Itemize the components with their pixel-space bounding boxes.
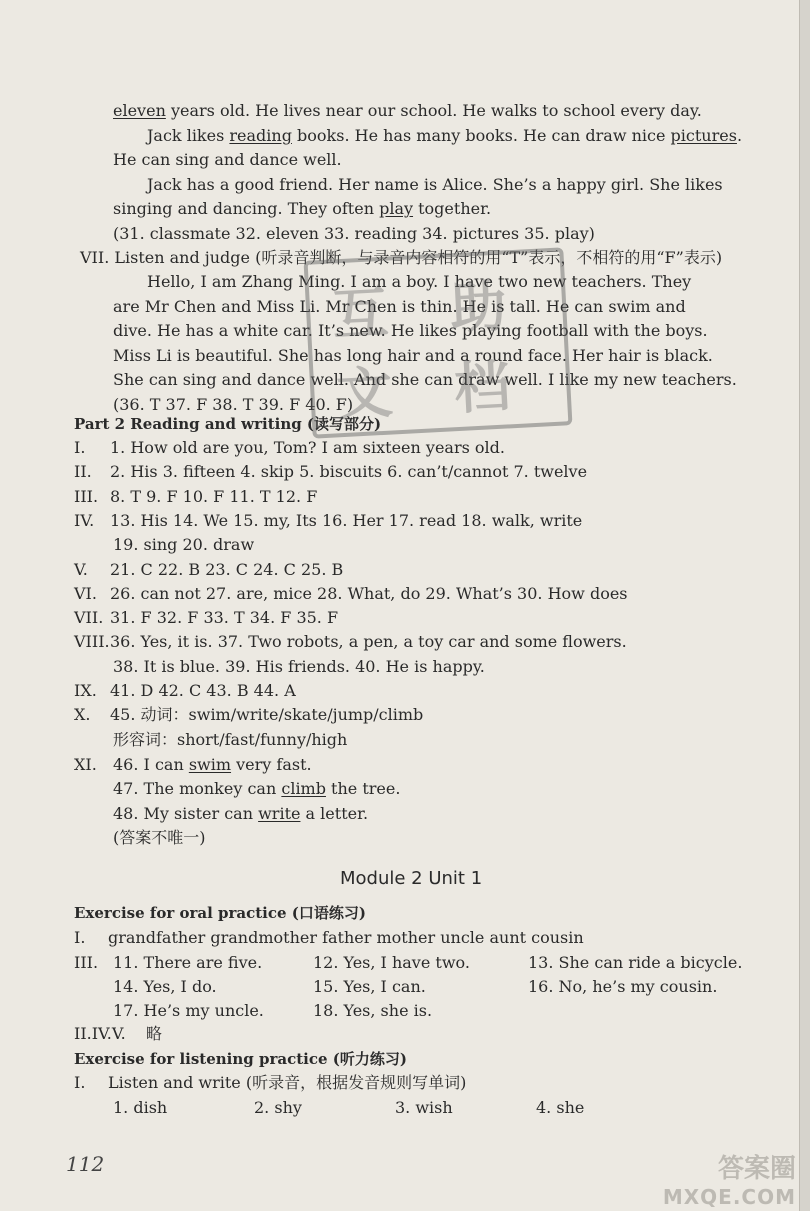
text-line [113, 101, 702, 121]
text-run: (31. classmate 32. eleven 33. reading 34. pictures 35. play) [113, 223, 595, 243]
text-line [113, 779, 400, 799]
text-run: . [736, 125, 743, 145]
page-spine [799, 0, 810, 1211]
underlined-answer: reading [229, 125, 292, 145]
passage-line: Hello, I am Zhang Ming. I am a boy. I have two new teachers. They [147, 272, 692, 291]
text-run: a letter. [300, 803, 369, 823]
answer-text: 31. F 32. F 33. T 34. F 35. F [110, 608, 339, 628]
text-line [113, 150, 342, 170]
text-run: He can sing and dance well. [113, 150, 342, 169]
oral-iii-label: III. [74, 953, 99, 972]
oral-skip-text: 略 [146, 1024, 163, 1043]
answer-label: IX. [74, 681, 97, 700]
oral-i-label: I. [74, 928, 86, 947]
answer-text: 8. T 9. F 10. F 11. T 12. F [110, 486, 318, 506]
oral-answer: 17. He’s my uncle. [113, 1001, 264, 1020]
section-vii-title: VII. Listen and judge (听录音判断，与录音内容相符的用“T”表示，不相符的用“F”表示) [80, 248, 723, 267]
text-line [113, 224, 595, 244]
underlined-answer: play [379, 199, 414, 218]
answer-text: 形容词：short/fast/funny/high [113, 729, 348, 749]
passage-line: are Mr Chen and Miss Li. Mr Chen is thin. He is tall. He can swim and [113, 296, 686, 316]
oral-skip-label: II.IV.V. [74, 1024, 126, 1043]
text-line [113, 755, 312, 775]
oral-answer: 11. There are five. [113, 953, 263, 972]
underlined-answer: swim [188, 755, 232, 774]
listening-word: 2. shy [254, 1098, 302, 1117]
watermark-top: 答案圈 [717, 1154, 796, 1184]
text-run: the tree. [325, 779, 401, 799]
stamp-char: 助 [448, 274, 508, 343]
listening-word: 1. dish [113, 1098, 168, 1117]
answer-label: V. [74, 559, 88, 579]
answer-label: III. [74, 486, 99, 506]
passage-line: She can sing and dance well. And she can draw well. I like my new teachers. [113, 370, 737, 389]
listening-word: 3. wish [395, 1098, 453, 1117]
module-title: Module 2 Unit 1 [340, 868, 483, 889]
oral-practice-title: Exercise for oral practice (口语练习) [74, 904, 366, 922]
answer-label: VIII. [74, 632, 110, 652]
listening-word: 4. she [536, 1098, 585, 1117]
stamp-char: 文 [334, 360, 395, 429]
oral-answer: 12. Yes, I have two. [313, 953, 470, 972]
underlined-answer: pictures [670, 125, 737, 145]
listening-practice-title: Exercise for listening practice (听力练习) [74, 1050, 407, 1068]
text-line [113, 828, 206, 848]
answer-text: 45. 动词：swim/write/skate/jump/climb [110, 705, 424, 725]
part-2-title: Part 2 Reading and writing (读写部分) [74, 415, 382, 433]
underlined-answer: eleven [113, 101, 166, 120]
stamp-char: 档 [452, 354, 513, 423]
oral-answer: 18. Yes, she is. [313, 1001, 433, 1020]
oral-answer: 16. No, he’s my cousin. [528, 977, 718, 996]
oral-answer: 14. Yes, I do. [113, 977, 217, 996]
text-line [113, 199, 491, 219]
text-run: years old. He lives near our school. He walks to school every day. [165, 101, 702, 120]
answer-text: 36. Yes, it is. 37. Two robots, a pen, a toy car and some flowers. [110, 632, 627, 652]
answer-label: IV. [74, 510, 95, 530]
answer-label: X. [74, 705, 91, 725]
oral-answer: 15. Yes, I can. [313, 977, 426, 996]
answer-text: 2. His 3. fifteen 4. skip 5. biscuits 6. can’t/cannot 7. twelve [110, 462, 588, 482]
passage-line: Miss Li is beautiful. She has long hair and a round face. Her hair is black. [113, 345, 713, 365]
text-line [147, 175, 723, 195]
stamp-char: 互 [330, 280, 391, 349]
text-run: very fast. [231, 755, 312, 774]
answer-label: II. [74, 462, 92, 482]
oral-answer: 13. She can ride a bicycle. [528, 953, 743, 972]
answer-text: 38. It is blue. 39. His friends. 40. He is happy. [113, 656, 485, 676]
passage-line: dive. He has a white car. It’s new. He likes playing football with the boys. [113, 321, 708, 340]
text-run: singing and dancing. They often [113, 199, 380, 218]
answer-text: 21. C 22. B 23. C 24. C 25. B [110, 559, 344, 579]
text-run: Jack has a good friend. Her name is Alice. She’s a happy girl. She likes [147, 174, 723, 194]
answer-label: XI. [74, 755, 97, 774]
text-run: 47. The monkey can [113, 779, 282, 799]
underlined-answer: climb [281, 779, 326, 799]
oral-i-text: grandfather grandmother father mother uncle aunt cousin [108, 928, 584, 947]
answer-text: 41. D 42. C 43. B 44. A [110, 681, 296, 700]
text-run: books. He has many books. He can draw nice [291, 125, 671, 145]
text-run: Jack likes [147, 125, 230, 145]
page-number: 112 [66, 1152, 105, 1176]
underlined-answer: write [258, 803, 301, 823]
text-run: 48. My sister can [113, 803, 259, 823]
answer-label: VI. [74, 583, 97, 603]
text-line [113, 804, 368, 824]
passage-line: (36. T 37. F 38. T 39. F 40. F) [113, 394, 354, 414]
stamp-seal [304, 247, 573, 438]
text-run: 46. I can [113, 755, 189, 774]
answer-text: 19. sing 20. draw [113, 535, 255, 555]
answer-text: 26. can not 27. are, mice 28. What, do 29. What’s 30. How does [110, 583, 628, 603]
answer-text: 1. How old are you, Tom? I am sixteen years old. [110, 438, 505, 457]
answer-text: 13. His 14. We 15. my, Its 16. Her 17. read 18. walk, write [110, 510, 583, 530]
text-run: (答案不唯一) [113, 827, 206, 847]
watermark-bottom: MXQE.COM [662, 1185, 796, 1209]
answer-label: VII. [74, 608, 104, 628]
listening-i-text: Listen and write (听录音，根据发音规则写单词) [108, 1073, 467, 1092]
watermark-logo [663, 1148, 796, 1209]
listening-i-label: I. [74, 1073, 86, 1092]
text-line [147, 126, 742, 146]
answer-label: I. [74, 438, 86, 457]
text-run: together. [413, 199, 492, 218]
